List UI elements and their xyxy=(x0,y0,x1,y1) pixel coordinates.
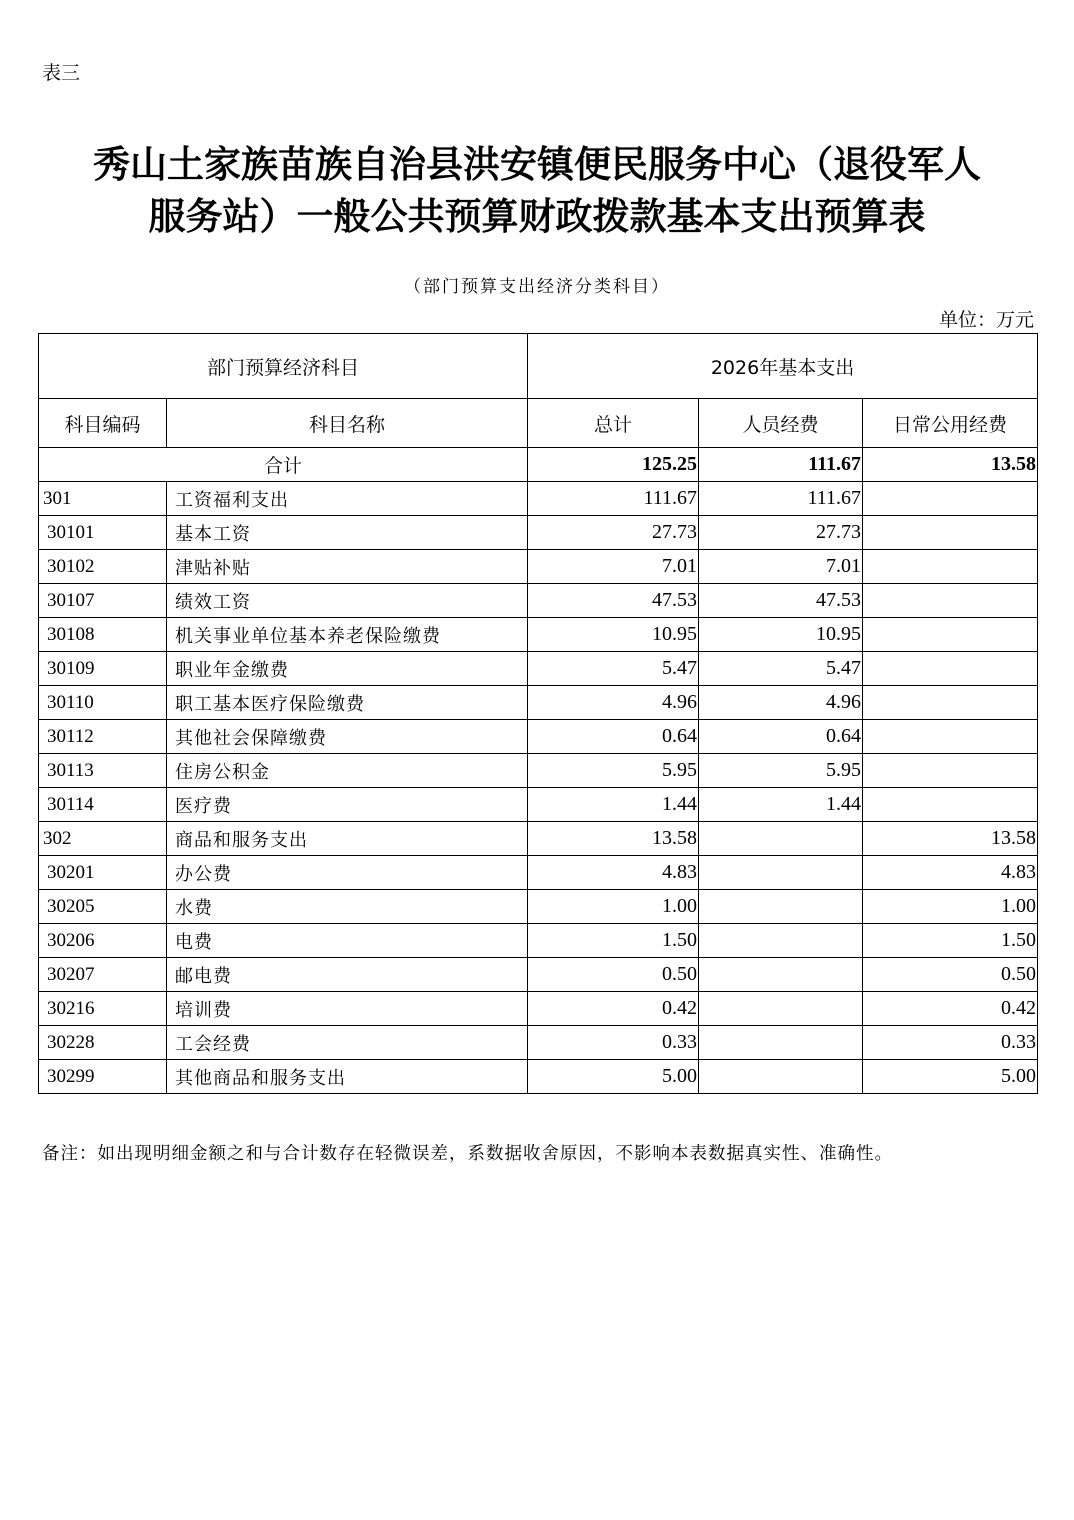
total-label: 合计 xyxy=(39,448,528,482)
table-row xyxy=(39,720,1038,754)
row-total: 5.00 xyxy=(528,1060,699,1094)
row-public xyxy=(863,686,1038,720)
row-total: 0.50 xyxy=(528,958,699,992)
row-public: 0.50 xyxy=(863,958,1038,992)
row-total: 10.95 xyxy=(528,618,699,652)
row-code: 30207 xyxy=(39,958,167,992)
row-code: 30109 xyxy=(39,652,167,686)
table-row xyxy=(39,754,1038,788)
row-name: 工会经费 xyxy=(167,1026,528,1060)
header-total: 总计 xyxy=(528,399,699,448)
row-name: 医疗费 xyxy=(167,788,528,822)
row-total: 4.96 xyxy=(528,686,699,720)
header-group-left: 部门预算经济科目 xyxy=(39,334,528,399)
row-name: 邮电费 xyxy=(167,958,528,992)
row-public: 4.83 xyxy=(863,856,1038,890)
row-code: 302 xyxy=(39,822,167,856)
row-name: 机关事业单位基本养老保险缴费 xyxy=(167,618,528,652)
row-name: 电费 xyxy=(167,924,528,958)
table-row xyxy=(39,822,1038,856)
row-total: 0.42 xyxy=(528,992,699,1026)
row-code: 30107 xyxy=(39,584,167,618)
row-code: 30114 xyxy=(39,788,167,822)
row-code: 30205 xyxy=(39,890,167,924)
total-personnel: 111.67 xyxy=(699,448,863,482)
header-public: 日常公用经费 xyxy=(863,399,1038,448)
row-personnel: 27.73 xyxy=(699,516,863,550)
title-line-1: 秀山土家族苗族自治县洪安镇便民服务中心（退役军人 xyxy=(93,142,981,186)
row-public: 0.33 xyxy=(863,1026,1038,1060)
row-name: 其他社会保障缴费 xyxy=(167,720,528,754)
table-row xyxy=(39,482,1038,516)
unit-label: 单位：万元 xyxy=(938,309,1034,331)
table-row xyxy=(39,788,1038,822)
row-personnel xyxy=(699,924,863,958)
row-public: 5.00 xyxy=(863,1060,1038,1094)
table-row xyxy=(39,924,1038,958)
table-row xyxy=(39,1060,1038,1094)
title-line-2: 服务站）一般公共预算财政拨款基本支出预算表 xyxy=(148,194,926,238)
row-total: 4.83 xyxy=(528,856,699,890)
row-total: 13.58 xyxy=(528,822,699,856)
row-personnel xyxy=(699,992,863,1026)
row-code: 30112 xyxy=(39,720,167,754)
table-row xyxy=(39,516,1038,550)
table-row xyxy=(39,550,1038,584)
table-row xyxy=(39,958,1038,992)
table-row xyxy=(39,1026,1038,1060)
subtitle: （部门预算支出经济分类科目） xyxy=(404,277,670,297)
row-public: 1.00 xyxy=(863,890,1038,924)
row-name: 住房公积金 xyxy=(167,754,528,788)
row-name: 其他商品和服务支出 xyxy=(167,1060,528,1094)
row-public xyxy=(863,482,1038,516)
row-code: 30216 xyxy=(39,992,167,1026)
table-row xyxy=(39,856,1038,890)
row-code: 30113 xyxy=(39,754,167,788)
row-personnel: 5.47 xyxy=(699,652,863,686)
row-personnel: 10.95 xyxy=(699,618,863,652)
row-personnel xyxy=(699,856,863,890)
table-row xyxy=(39,890,1038,924)
row-code: 30299 xyxy=(39,1060,167,1094)
row-total: 5.47 xyxy=(528,652,699,686)
table-row xyxy=(39,618,1038,652)
row-name: 水费 xyxy=(167,890,528,924)
footnote: 备注：如出现明细金额之和与合计数存在轻微误差，系数据收舍原因，不影响本表数据真实性、准确性。 xyxy=(42,1144,893,1164)
row-personnel: 5.95 xyxy=(699,754,863,788)
row-code: 30206 xyxy=(39,924,167,958)
table-row xyxy=(39,584,1038,618)
row-public xyxy=(863,550,1038,584)
row-public: 1.50 xyxy=(863,924,1038,958)
row-total: 5.95 xyxy=(528,754,699,788)
row-public xyxy=(863,788,1038,822)
header-code: 科目编码 xyxy=(39,399,167,448)
row-code: 30108 xyxy=(39,618,167,652)
row-total: 1.00 xyxy=(528,890,699,924)
page-title xyxy=(30,138,1044,242)
header-name: 科目名称 xyxy=(167,399,528,448)
row-public xyxy=(863,618,1038,652)
row-personnel: 0.64 xyxy=(699,720,863,754)
row-total: 111.67 xyxy=(528,482,699,516)
row-code: 30228 xyxy=(39,1026,167,1060)
row-name: 绩效工资 xyxy=(167,584,528,618)
row-name: 基本工资 xyxy=(167,516,528,550)
total-public: 13.58 xyxy=(863,448,1038,482)
row-personnel: 111.67 xyxy=(699,482,863,516)
row-personnel xyxy=(699,1026,863,1060)
row-name: 培训费 xyxy=(167,992,528,1026)
row-name: 职工基本医疗保险缴费 xyxy=(167,686,528,720)
row-personnel xyxy=(699,890,863,924)
table-row xyxy=(39,992,1038,1026)
total-row xyxy=(39,448,1038,482)
row-code: 30101 xyxy=(39,516,167,550)
row-code: 30110 xyxy=(39,686,167,720)
row-public xyxy=(863,584,1038,618)
row-name: 商品和服务支出 xyxy=(167,822,528,856)
row-name: 办公费 xyxy=(167,856,528,890)
row-public: 13.58 xyxy=(863,822,1038,856)
row-total: 1.44 xyxy=(528,788,699,822)
budget-table xyxy=(38,333,1038,1094)
row-code: 301 xyxy=(39,482,167,516)
row-total: 0.33 xyxy=(528,1026,699,1060)
table-label: 表三 xyxy=(42,62,81,84)
row-total: 0.64 xyxy=(528,720,699,754)
row-total: 47.53 xyxy=(528,584,699,618)
row-name: 工资福利支出 xyxy=(167,482,528,516)
header-group-row xyxy=(39,334,1038,399)
table-row xyxy=(39,652,1038,686)
row-personnel: 7.01 xyxy=(699,550,863,584)
header-column-row xyxy=(39,399,1038,448)
row-personnel: 47.53 xyxy=(699,584,863,618)
row-public: 0.42 xyxy=(863,992,1038,1026)
row-total: 7.01 xyxy=(528,550,699,584)
table-row xyxy=(39,686,1038,720)
row-public xyxy=(863,754,1038,788)
header-personnel: 人员经费 xyxy=(699,399,863,448)
row-public xyxy=(863,516,1038,550)
row-personnel xyxy=(699,822,863,856)
header-group-right: 2026年基本支出 xyxy=(528,334,1038,399)
row-public xyxy=(863,720,1038,754)
row-code: 30102 xyxy=(39,550,167,584)
row-total: 1.50 xyxy=(528,924,699,958)
row-total: 27.73 xyxy=(528,516,699,550)
row-personnel xyxy=(699,958,863,992)
row-personnel: 4.96 xyxy=(699,686,863,720)
row-public xyxy=(863,652,1038,686)
row-name: 津贴补贴 xyxy=(167,550,528,584)
row-personnel: 1.44 xyxy=(699,788,863,822)
row-code: 30201 xyxy=(39,856,167,890)
row-name: 职业年金缴费 xyxy=(167,652,528,686)
total-total: 125.25 xyxy=(528,448,699,482)
row-personnel xyxy=(699,1060,863,1094)
